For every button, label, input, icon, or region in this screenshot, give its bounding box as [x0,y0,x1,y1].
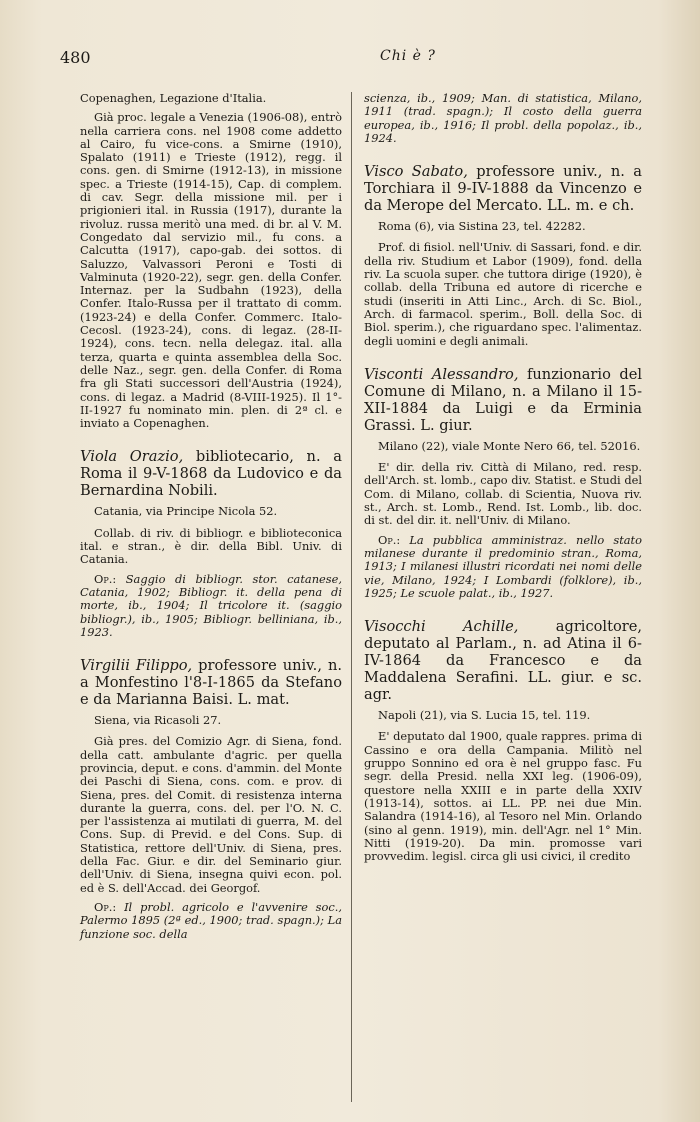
entry-works [80,573,342,639]
entry-heading [80,448,342,499]
works-text: Saggio di bibliogr. stor. catanese, Catania, 1902; Bibliogr. it. della pena di morte, ib., 1904; Il tricolore it. (saggio bibliogr.), ib., 1905; Bibliogr. belliniana, ib., 1923. [80,571,342,639]
entry-heading [80,657,342,708]
entry-visconti [364,366,642,600]
entry-heading [364,366,642,434]
entry-address: Siena, via Ricasoli 27. [94,713,222,728]
entry-body: Collab. di riv. di bibliogr. e biblioteconica ital. e stran., è dir. della Bibl. Univ. di Catania. [80,525,342,567]
works-text: La pubblica amministraz. nello stato milanese durante il predominio stran., Roma, 1913; I milanesi illustri ricordati nei nomi delle vie, Milano, 1924; I Lombardi (folklore), ib., 1925; Le scuole palat., ib., 1927. [364,532,642,600]
entry-address: Roma (6), via Sistina 23, tel. 42282. [378,219,586,234]
page-number: 480 [60,48,91,67]
entry-address: Catania, via Principe Nicola 52. [94,504,278,519]
left-column [80,92,342,947]
entry-works [364,534,642,600]
works-text: Il probl. agricolo e l'avvenire soc., Palermo 1895 (2ª ed., 1900; trad. spagn.); La funzione soc. della [80,899,342,941]
entry-address: Napoli (21), via S. Lucia 15, tel. 119. [378,708,591,723]
entry-virgilii [80,657,342,941]
entry-name: Visco Sabato, [364,163,468,181]
entry-works [80,901,342,941]
right-column [364,92,642,869]
entry-heading-text: professore univ., n. a Monfestino l'8-I-1865 da Stefano e da Marianna Baisi. L. mat. [80,657,342,709]
entry-name: Virgilii Filippo, [80,657,193,675]
continued-works-text: scienza, ib., 1909; Man. di statistica, Milano, 1911 (trad. spagn.); Il costo della guerra europea, ib., 1916; Il probl. della popolaz., ib., 1924. [364,91,642,145]
works-label: Op.: [94,899,117,914]
continued-text: Già proc. legale a Venezia (1906-08), entrò nella carriera cons. nel 1908 come addetto al Cairo, fu vice-cons. a Smirne (1910), Spalato (1911) e Trieste (1912), regg. il cons. gen. di Smirne (1912-13), in missione spec. a Trieste (1914-15), Cap. di complem. di cav. Segr. della missione mil. per i prigionieri ital. in Russia (1917), durante la rivoluz. russa meritò una med. di br. al V. M. Congedato dal servizio mil., fu cons. a Calcutta (1917), capo-gab. dei sottos. di Saluzzo, Valvassori Peroni e Tosti di Valminuta (1920-22), segr. gen. della Confer. Internaz. per la Sudbahn (1923), della Confer. Italo-Russa per il trattato di comm. (1923-24) e della Confer. Commerc. Italo-Cecosl. (1923-24), cons. di legaz. (28-II-1924), cons. tecn. nella delegaz. ital. alla terza, quarta e quinta assemblea della Soc. delle Naz., segr. gen. della Confer. di Roma fra gli Stati successori dell'Austria (1924), cons. di legaz. a Madrid (8-VIII-1925). Il 1°-II-1927 fu nominato min. plen. di 2ª cl. e inviato a Copenaghen. [80,110,342,431]
entry-visco [364,163,642,348]
entry-heading [364,618,642,703]
continued-works [364,92,642,145]
entry-body: Già pres. del Comizio Agr. di Siena, fond. della catt. ambulante d'agric. per quella provincia, deput. e cons. d'ammin. del Monte dei Paschi di Siena, cons. com. e prov. di Siena, pres. del Comit. di resistenza interna durante la guerra, cons. del. per l'O. N. C. per l'assistenza ai mutilati di guerra, M. del Cons. Sup. di Previd. e del Cons. Sup. di Statistica, rettore dell'Univ. di Siena, pres. della Fac. Giur. e dir. del Seminario giur. dell'Univ. di Siena, insegna quivi econ. pol. ed è S. dell'Accad. dei Georgof. [80,734,342,895]
continued-location: Copenaghen, Legazione d'Italia. [80,91,267,105]
entry-name: Visconti Alessandro, [364,365,519,383]
entry-heading-text: funzionario del Comune di Milano, n. a Milano il 15-XII-1884 da Luigi e da Erminia Grassi. L. giur. [364,365,643,434]
entry-body: E' deputato dal 1900, quale rappres. prima di Cassino e ora della Campania. Militò nel gruppo Sonnino ed ora è nel gruppo fasc. Fu segr. della Presid. nella XXI leg. (1906-09), questore nella XXIII e in parte della XXIV (1913-14), sottos. ai LL. PP. nei due Min. Salandra (1914-16), al Tesoro nel Min. Orlando (sino al genn. 1919), min. dell'Agr. nel 1° Min. Nitti (1919-20). Da min. promosse vari provvedim. legisl. circa gli usi civici, il credito [364,729,642,864]
running-title: Chi è ? [380,48,436,64]
entry-address: Milano (22), viale Monte Nero 66, tel. 52016. [378,438,641,453]
entry-heading-text: bibliotecario, n. a Roma il 9-V-1868 da Ludovico e da Bernardina Nobili. [80,448,342,500]
entry-viola [80,448,342,639]
continued-entry [364,92,642,145]
entry-name: Viola Orazio, [80,448,184,466]
column-divider [351,92,352,1102]
entry-visocchi [364,618,642,863]
continued-entry [80,92,342,430]
works-label: Op.: [378,532,401,547]
entry-body: E' dir. della riv. Città di Milano, red. resp. dell'Arch. st. lomb., capo div. Statist. e Studi del Com. di Milano, collab. di Scientia, Nuova riv. st., Arch. st. Lomb., Rend. Ist. Lomb., lib. doc. di st. del dir. it. nell'Univ. di Milano. [364,460,642,528]
page-header [60,48,660,70]
works-label: Op.: [94,571,117,586]
entry-heading [364,163,642,214]
entry-heading-text: professore univ., n. a Torchiara il 9-IV-1888 da Vincenzo e da Merope del Mercato. LL. m. e ch. [364,163,642,215]
entry-heading-text: agricoltore, deputato al Parlam., n. ad Atina il 6-IV-1864 da Francesco e da Maddalena Serafini. LL. giur. e sc. agr. [364,618,642,704]
entry-name: Visocchi Achille, [364,618,519,636]
entry-body: Prof. di fisiol. nell'Univ. di Sassari, fond. e dir. della riv. Studium et Labor (1909), fond. della riv. La scuola super. che tuttora dirige (1920), è collab. della Tribuna ed autore di ricerche e studi (inseriti in Atti Linc., Arch. di Sc. Biol., Arch. di farmacol. sperim., Boll. della Soc. di Biol. sperim.), che riguardano spec. l'alimentaz. degli uomini e degli animali. [364,240,642,348]
